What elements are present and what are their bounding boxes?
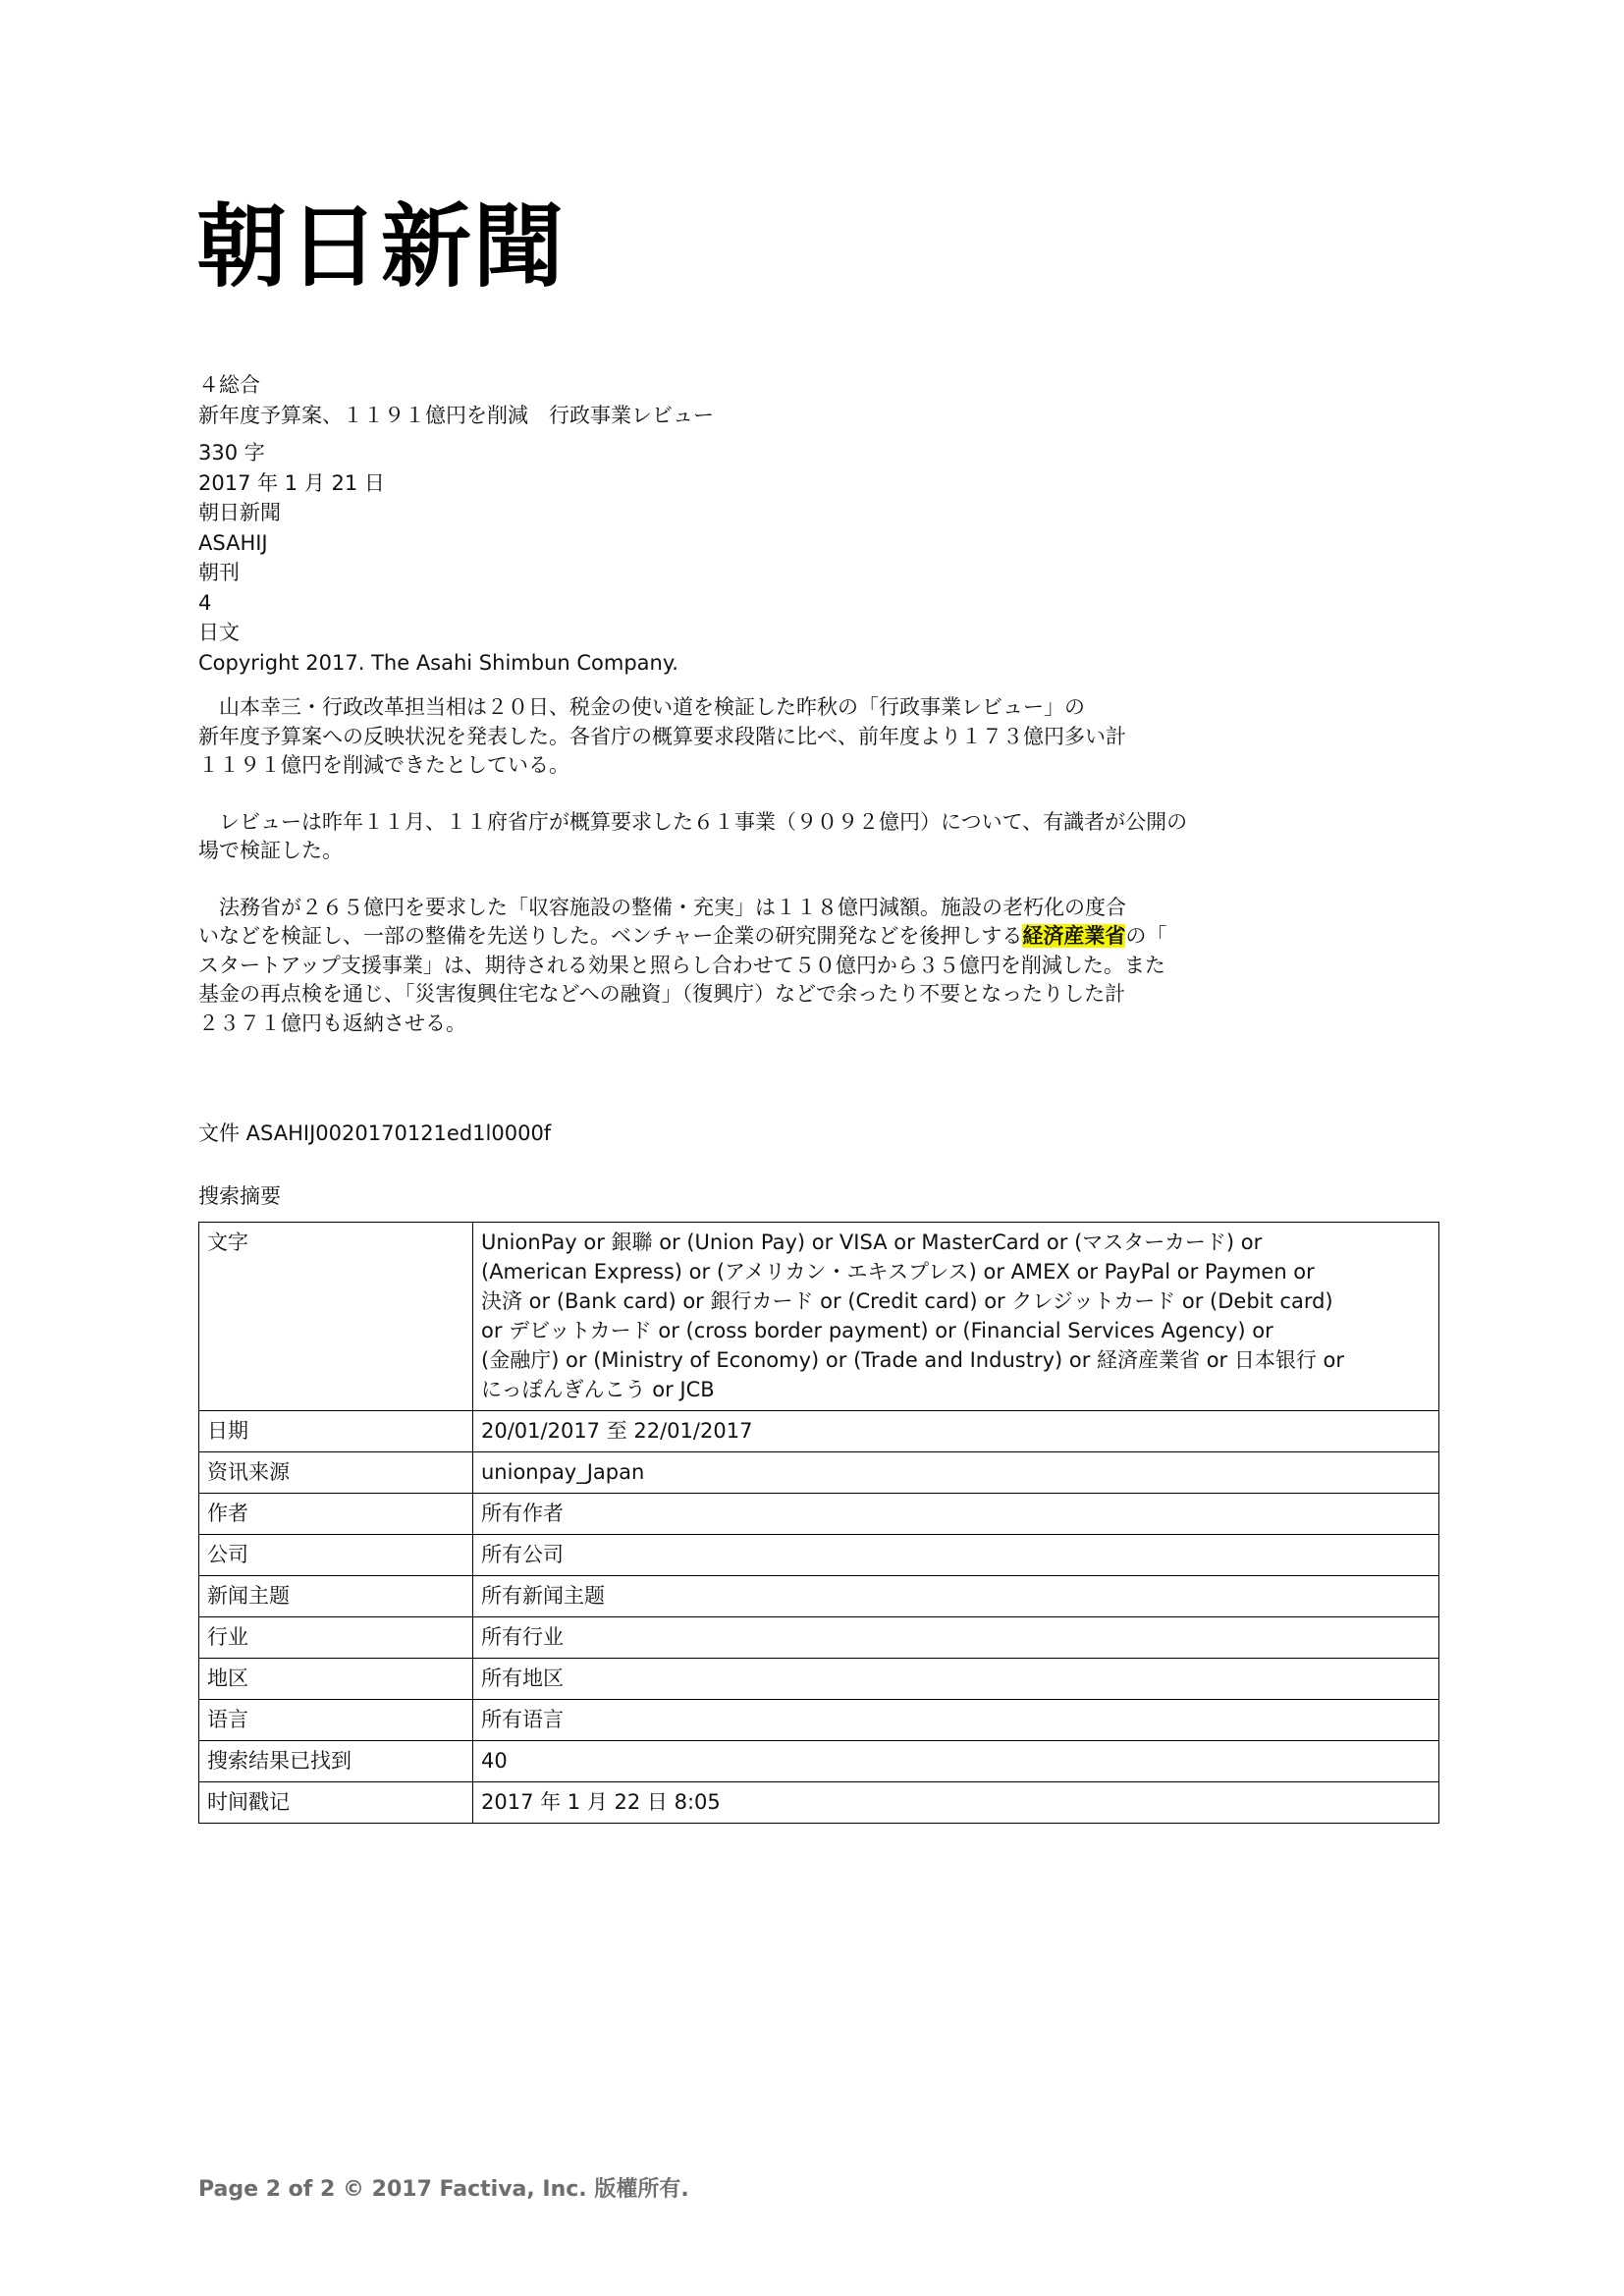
paragraph-line: いなどを検証し、一部の整備を先送りした。ベンチャー企業の研究開発などを後押しする (198, 924, 1023, 948)
row-value: 所有行业 (473, 1617, 1439, 1659)
table-row (199, 1659, 1439, 1700)
document-id: 文件 ASAHIJ0020170121ed1l0000f (198, 1121, 552, 1145)
page-footer: Page 2 of 2 © 2017 Factiva, Inc. 版權所有. (198, 2177, 689, 2202)
table-row (199, 1700, 1439, 1741)
highlighted-term: 経済産業省 (1022, 924, 1126, 948)
copyright: Copyright 2017. The Asahi Shimbun Company. (198, 650, 678, 675)
search-summary-title: 搜索摘要 (198, 1184, 281, 1208)
row-value: 所有语言 (473, 1700, 1439, 1741)
query-line: にっぽんぎんこう or JCB (481, 1378, 715, 1401)
row-label: 新闻主题 (199, 1576, 473, 1617)
paragraph-line: レビューは昨年１１月、１１府省庁が概算要求した６１事業（９０９２億円）について、有識者が公開の (198, 809, 1188, 834)
language: 日文 (198, 621, 240, 644)
article-headline: 新年度予算案、１１９１億円を削減 行政事業レビュー (198, 403, 714, 427)
row-label: 语言 (199, 1700, 473, 1741)
article-metadata (198, 370, 714, 678)
row-value: 40 (473, 1741, 1439, 1782)
paragraph-line: 山本幸三・行政改革担当相は２０日、税金の使い道を検証した昨秋の「行政事業レビュー」の (198, 695, 1085, 719)
row-value: 所有作者 (473, 1494, 1439, 1535)
row-label: 地区 (199, 1659, 473, 1700)
table-row (199, 1617, 1439, 1659)
paragraph-1 (198, 693, 1435, 781)
paragraph-line: 場で検証した。 (198, 839, 343, 862)
paragraph-2 (198, 808, 1435, 866)
page-number: 4 (198, 590, 212, 615)
paragraph-3 (198, 894, 1435, 1039)
paragraph-line: ２３７１億円も返納させる。 (198, 1011, 466, 1035)
row-value: 所有新闻主题 (473, 1576, 1439, 1617)
row-label: 行业 (199, 1617, 473, 1659)
table-row (199, 1223, 1439, 1411)
table-row (199, 1535, 1439, 1576)
row-value: 所有地区 (473, 1659, 1439, 1700)
row-value (473, 1223, 1439, 1411)
table-row (199, 1741, 1439, 1782)
newspaper-logo: 朝日新聞 (196, 193, 567, 300)
query-line: (American Express) or (アメリカン・エキスプレス) or AMEX or PayPal or Paymen or (481, 1260, 1315, 1284)
section-label: ４総合 (198, 373, 260, 397)
row-label: 搜索结果已找到 (199, 1741, 473, 1782)
search-summary-table (198, 1222, 1439, 1824)
query-line: (金融庁) or (Ministry of Economy) or (Trade and Industry) or 経済産業省 or 日本银行 or (481, 1348, 1345, 1372)
row-value: 2017 年 1 月 22 日 8:05 (473, 1782, 1439, 1824)
row-label: 时间戳记 (199, 1782, 473, 1824)
table-row (199, 1494, 1439, 1535)
row-value: 20/01/2017 至 22/01/2017 (473, 1411, 1439, 1452)
query-line: or デビットカード or (cross border payment) or (Financial Services Agency) or (481, 1319, 1273, 1342)
row-label: 作者 (199, 1494, 473, 1535)
paragraph-line: スタートアップ支援事業」は、期待される効果と照らし合わせて５０億円から３５億円を削減した。また (198, 953, 1165, 977)
source-name: 朝日新聞 (198, 501, 281, 524)
word-count: 330 字 (198, 441, 265, 465)
query-line: 決済 or (Bank card) or 銀行カード or (Credit card) or クレジットカード or (Debit card) (481, 1289, 1333, 1313)
source-code: ASAHIJ (198, 530, 268, 555)
article-body (198, 693, 1435, 1066)
paragraph-line: 新年度予算案への反映状況を発表した。各省庁の概算要求段階に比べ、前年度より１７３億円多い計 (198, 724, 1126, 748)
row-value: 所有公司 (473, 1535, 1439, 1576)
table-row (199, 1452, 1439, 1494)
row-label: 日期 (199, 1411, 473, 1452)
paragraph-line: 基金の再点検を通じ、「災害復興住宅などへの融資」（復興庁）などで余ったり不要となったりした計 (198, 982, 1126, 1006)
row-value: unionpay_Japan (473, 1452, 1439, 1494)
table-row (199, 1782, 1439, 1824)
publish-date: 2017 年 1 月 21 日 (198, 470, 385, 495)
paragraph-line: １１９１億円を削減できたとしている。 (198, 753, 569, 777)
table-row (199, 1576, 1439, 1617)
edition: 朝刊 (198, 561, 240, 584)
row-label: 文字 (199, 1223, 473, 1411)
table-row (199, 1411, 1439, 1452)
row-label: 公司 (199, 1535, 473, 1576)
paragraph-line: の「 (1125, 924, 1167, 948)
row-label: 资讯来源 (199, 1452, 473, 1494)
paragraph-line: 法務省が２６５億円を要求した「収容施設の整備・充実」は１１８億円減額。施設の老朽化の度合 (198, 895, 1126, 919)
query-line: UnionPay or 銀聯 or (Union Pay) or VISA or MasterCard or (マスターカード) or (481, 1230, 1263, 1254)
